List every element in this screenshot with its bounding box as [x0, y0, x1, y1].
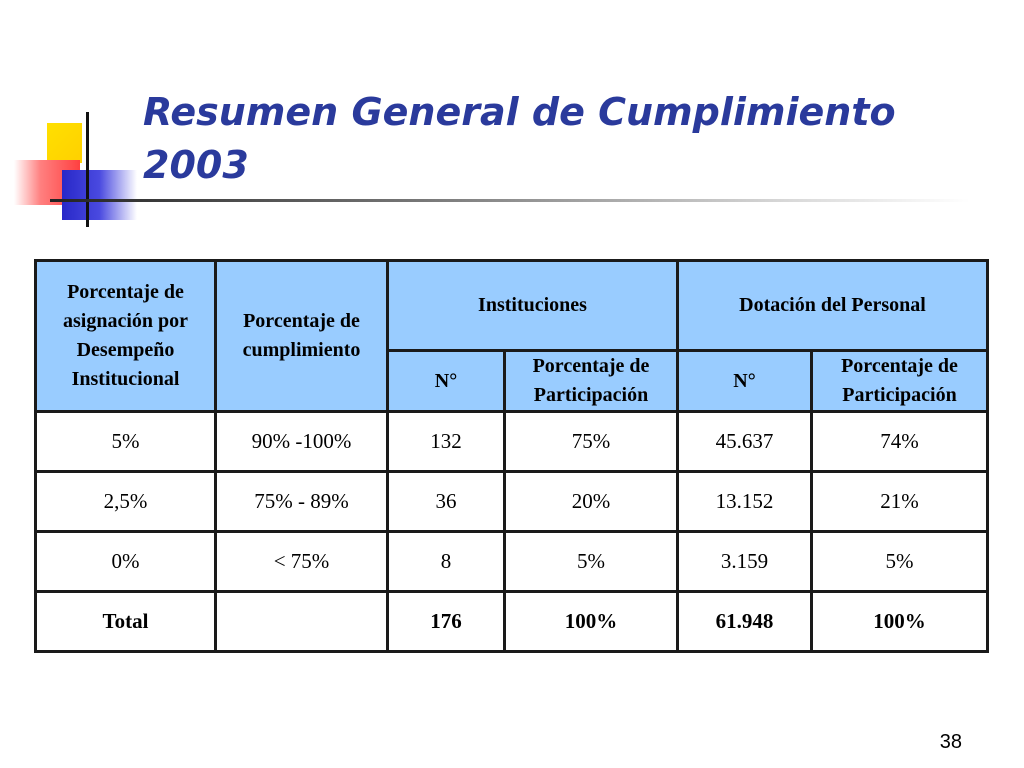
table-cell: 21%: [812, 472, 988, 532]
header-assignment-percentage: Porcentaje de asignación por Desempeño Institucional: [36, 261, 216, 412]
table-row: [36, 472, 988, 532]
total-staff-participation-cell: 100%: [812, 592, 988, 652]
table-cell: 13.152: [678, 472, 812, 532]
table-cell: 5%: [36, 412, 216, 472]
table-cell: 5%: [812, 532, 988, 592]
vertical-line-shape: [86, 112, 89, 227]
table-cell: 132: [388, 412, 505, 472]
table-cell: 5%: [505, 532, 678, 592]
header-institutions: Instituciones: [388, 261, 678, 351]
blue-square-shape: [62, 170, 137, 220]
table-cell: 20%: [505, 472, 678, 532]
table-header-row: [36, 261, 988, 351]
table-cell: 8: [388, 532, 505, 592]
table-row: [36, 532, 988, 592]
total-staff-number-cell: 61.948: [678, 592, 812, 652]
table-cell: 75%: [505, 412, 678, 472]
table-row: [36, 412, 988, 472]
table-cell: < 75%: [216, 532, 388, 592]
summary-table: [34, 259, 989, 653]
header-staff: Dotación del Personal: [678, 261, 988, 351]
table-cell: 0%: [36, 532, 216, 592]
decorative-logo: [0, 0, 150, 240]
total-institutions-participation-cell: 100%: [505, 592, 678, 652]
yellow-square-shape: [47, 123, 82, 163]
total-label-cell: Total: [36, 592, 216, 652]
table-cell: 36: [388, 472, 505, 532]
table-cell: 75% - 89%: [216, 472, 388, 532]
table-total-row: [36, 592, 988, 652]
header-compliance-percentage: Porcentaje de cumplimiento: [216, 261, 388, 412]
header-institutions-participation: Porcentaje de Participación: [505, 351, 678, 412]
header-institutions-number: N°: [388, 351, 505, 412]
table-cell: 3.159: [678, 532, 812, 592]
header-staff-participation: Porcentaje de Participación: [812, 351, 988, 412]
table-cell: 74%: [812, 412, 988, 472]
table-cell: 45.637: [678, 412, 812, 472]
table-cell: 90% -100%: [216, 412, 388, 472]
total-empty-cell: [216, 592, 388, 652]
total-institutions-number-cell: 176: [388, 592, 505, 652]
page-number: 38: [939, 731, 962, 753]
table-cell: 2,5%: [36, 472, 216, 532]
header-staff-number: N°: [678, 351, 812, 412]
title-rule: [50, 199, 970, 202]
slide-title: Resumen General de Cumplimiento 2003: [143, 90, 896, 187]
